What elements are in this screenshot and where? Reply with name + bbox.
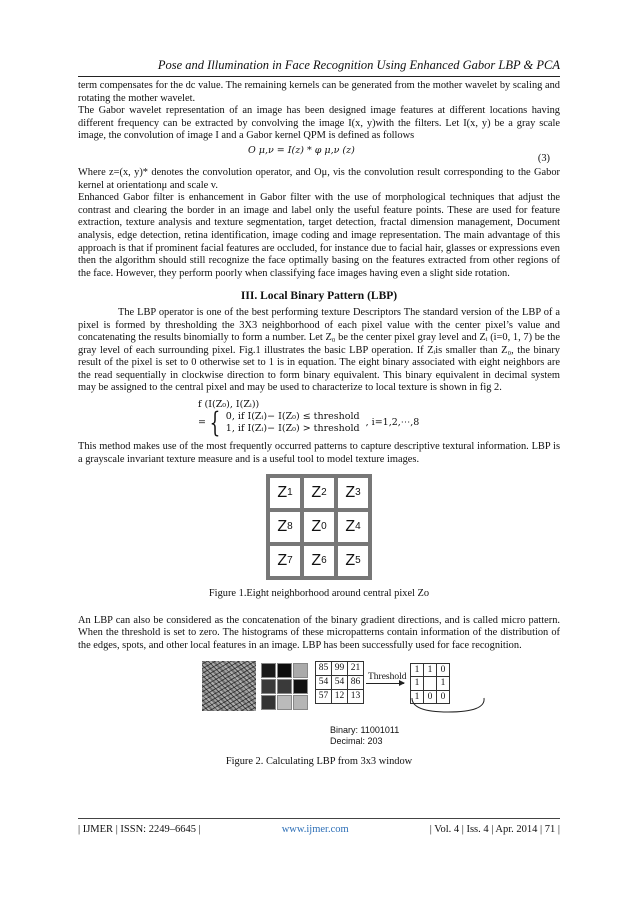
paragraph: term compensates for the dc value. The remaining kernels can be generated from the mother wavelet by scaling and rotating the mother wavelet. xyxy=(78,80,560,104)
paragraph: This method makes use of the most frequently occurred patterns to capture descriptive textural information. LBP is a grayscale invariant texture measure and is a useful tool to model texture images. xyxy=(78,441,560,465)
formula-index: , i=1,2,⋯,8 xyxy=(365,417,420,429)
equation-number: (3) xyxy=(537,152,550,164)
pixel-value-cell: 86 xyxy=(348,675,364,689)
grid-cell: Z 1 xyxy=(270,478,300,508)
binary-cell: 1 xyxy=(411,690,424,704)
paragraph: The LBP operator is one of the best performing texture Descriptors The standard version of the LBP of a pixel is formed by thresholding the 3X3 neighborhood of each pixel value with the center pixel’s value and concatenating the results binomially to form a number. Let Z₀ be the center pixel gray level and Zᵢ (i=0, 1, 7) be the gray level of each surrounding pixel. Fig.1 illustrates the basic LBP operation. If Zᵢis smaller than Z₀, the binary result of the pixel is set to 0 otherwise set to 1 is in equation. The eight binary associated with eight neighbors are the read sequentially in clockwise direction to form binary equivalent. This binary equivalent in decimal system may be assigned to the central pixel and may be used to characterize to local texture is shown in fig 2. xyxy=(78,306,560,394)
page-footer xyxy=(78,824,560,835)
binary-cell: 1 xyxy=(411,677,424,691)
paragraph: Where z=(x, y)* denotes the convolution operator, and Oμ, νis the convolution result corresponding to the Gabor kernel at orientationμ and scale v. xyxy=(78,166,560,191)
binary-cell: 1 xyxy=(424,663,437,677)
journal-info: | IJMER | ISSN: 2249–6645 | xyxy=(78,824,201,835)
paragraph: Enhanced Gabor filter is enhancement in Gabor filter with the use of morphological techniques that adjust the contrast and clearing the border in an image and label only the useful feature points. These are used for feature extraction, texture analysis and texture segmentation, target detection, fractal dimension management, Document analysis, edge detection, retina identification, image coding and image representation. The main advantage of this approach is that if prominent facial features are occluded, for instance due to facial hair, glasses or expressions even then the algorithm should still recognize the face optimally basing on the features extracted from other regions of the face. However, they perform poorly when classifying face images having even a slight side rotation. xyxy=(78,192,560,279)
grid-cell: Z 0 xyxy=(304,512,334,542)
shade-cell xyxy=(261,695,276,710)
shade-cell xyxy=(277,663,292,678)
pixel-value-cell: 12 xyxy=(332,689,348,703)
grid-cell: Z 3 xyxy=(338,478,368,508)
binary-cell: 0 xyxy=(424,690,437,704)
pixel-value-cell: 85 xyxy=(316,661,332,675)
page-body xyxy=(78,80,560,782)
issue-info: | Vol. 4 | Iss. 4 | Apr. 2014 | 71 | xyxy=(429,824,560,835)
equation-3 xyxy=(78,143,560,167)
shade-cell xyxy=(277,679,292,694)
paragraph: The Gabor wavelet representation of an image has been designed image features at different locations having different frequency can be extracted by convolving the image I(x, y)with the filters. Let I(x, y) be a gray scale image, the convolution of image I and a Gabor kernel QPM is defined as follows xyxy=(78,105,560,142)
grid-cell: Z 8 xyxy=(270,512,300,542)
pixel-value-table xyxy=(315,661,364,704)
binary-result xyxy=(330,725,399,747)
figure-caption: Figure 1.Eight neighborhood around central pixel Zo xyxy=(208,588,430,600)
threshold-label: Threshold xyxy=(368,671,407,682)
shade-cell xyxy=(293,679,308,694)
running-title: Pose and Illumination in Face Recognition Using Enhanced Gabor LBP & PCA xyxy=(157,58,560,72)
equation-text: O μ,ν = I(z) * φ μ,ν (z) xyxy=(248,144,355,156)
lbp-formula: f (I(Z₀), I(Zᵢ)) = { 0, if I(Zᵢ)− I(Z₀) ≤ threshold 1, if I(Zᵢ)− I(Z₀) > threshold , i=1,2,⋯,8 xyxy=(198,399,560,435)
shade-cell xyxy=(293,663,308,678)
brace-glyph: { xyxy=(209,406,221,440)
formula-head: f (I(Z₀), I(Zᵢ)) xyxy=(198,399,260,411)
pixel-value-cell: 54 xyxy=(316,675,332,689)
formula-case: 1, if I(Zᵢ)− I(Z₀) > threshold xyxy=(225,423,360,435)
grid-cell: Z 7 xyxy=(270,546,300,576)
shade-cell xyxy=(261,679,276,694)
arrow-icon xyxy=(366,683,404,684)
pixel-value-cell: 54 xyxy=(332,675,348,689)
pixel-value-cell: 21 xyxy=(348,661,364,675)
binary-cell: 1 xyxy=(411,663,424,677)
paragraph: An LBP can also be considered as the concatenation of the binary gradient directions, and is called micro pattern. When the threshold is set to zero. The histograms of these micropatterns contain information of the distribution of the edges, spots, and other local features in an image. LBP has been successfully used for face recognition. xyxy=(78,614,560,652)
pixel-value-cell: 57 xyxy=(316,689,332,703)
figure-caption: Figure 2. Calculating LBP from 3x3 window xyxy=(225,755,413,767)
shade-cell xyxy=(261,663,276,678)
pixel-value-cell: 99 xyxy=(332,661,348,675)
grid-cell: Z 4 xyxy=(338,512,368,542)
binary-cell: 1 xyxy=(437,677,450,691)
lbp-figure xyxy=(78,661,560,756)
texture-image xyxy=(202,661,256,711)
binary-cell xyxy=(424,677,437,691)
neighborhood-grid xyxy=(266,474,372,580)
binary-value: Binary: 11001011 xyxy=(330,724,400,735)
header-rule xyxy=(78,76,560,77)
journal-link[interactable]: www.ijmer.com xyxy=(281,824,349,835)
footer-rule xyxy=(78,818,560,819)
formula-case: 0, if I(Zᵢ)− I(Z₀) ≤ threshold xyxy=(225,411,360,423)
decimal-value: Decimal: 203 xyxy=(330,735,383,746)
grid-cell: Z 6 xyxy=(304,546,334,576)
shade-cell xyxy=(293,695,308,710)
clockwise-arrow-icon xyxy=(408,696,488,716)
binary-cell: 0 xyxy=(437,690,450,704)
pixel-value-cell: 13 xyxy=(348,689,364,703)
grid-cell: Z 2 xyxy=(304,478,334,508)
shade-cell xyxy=(277,695,292,710)
binary-cell: 0 xyxy=(437,663,450,677)
section-heading: III. Local Binary Pattern (LBP) xyxy=(240,290,398,303)
grid-cell: Z 5 xyxy=(338,546,368,576)
grayscale-window xyxy=(261,663,308,710)
